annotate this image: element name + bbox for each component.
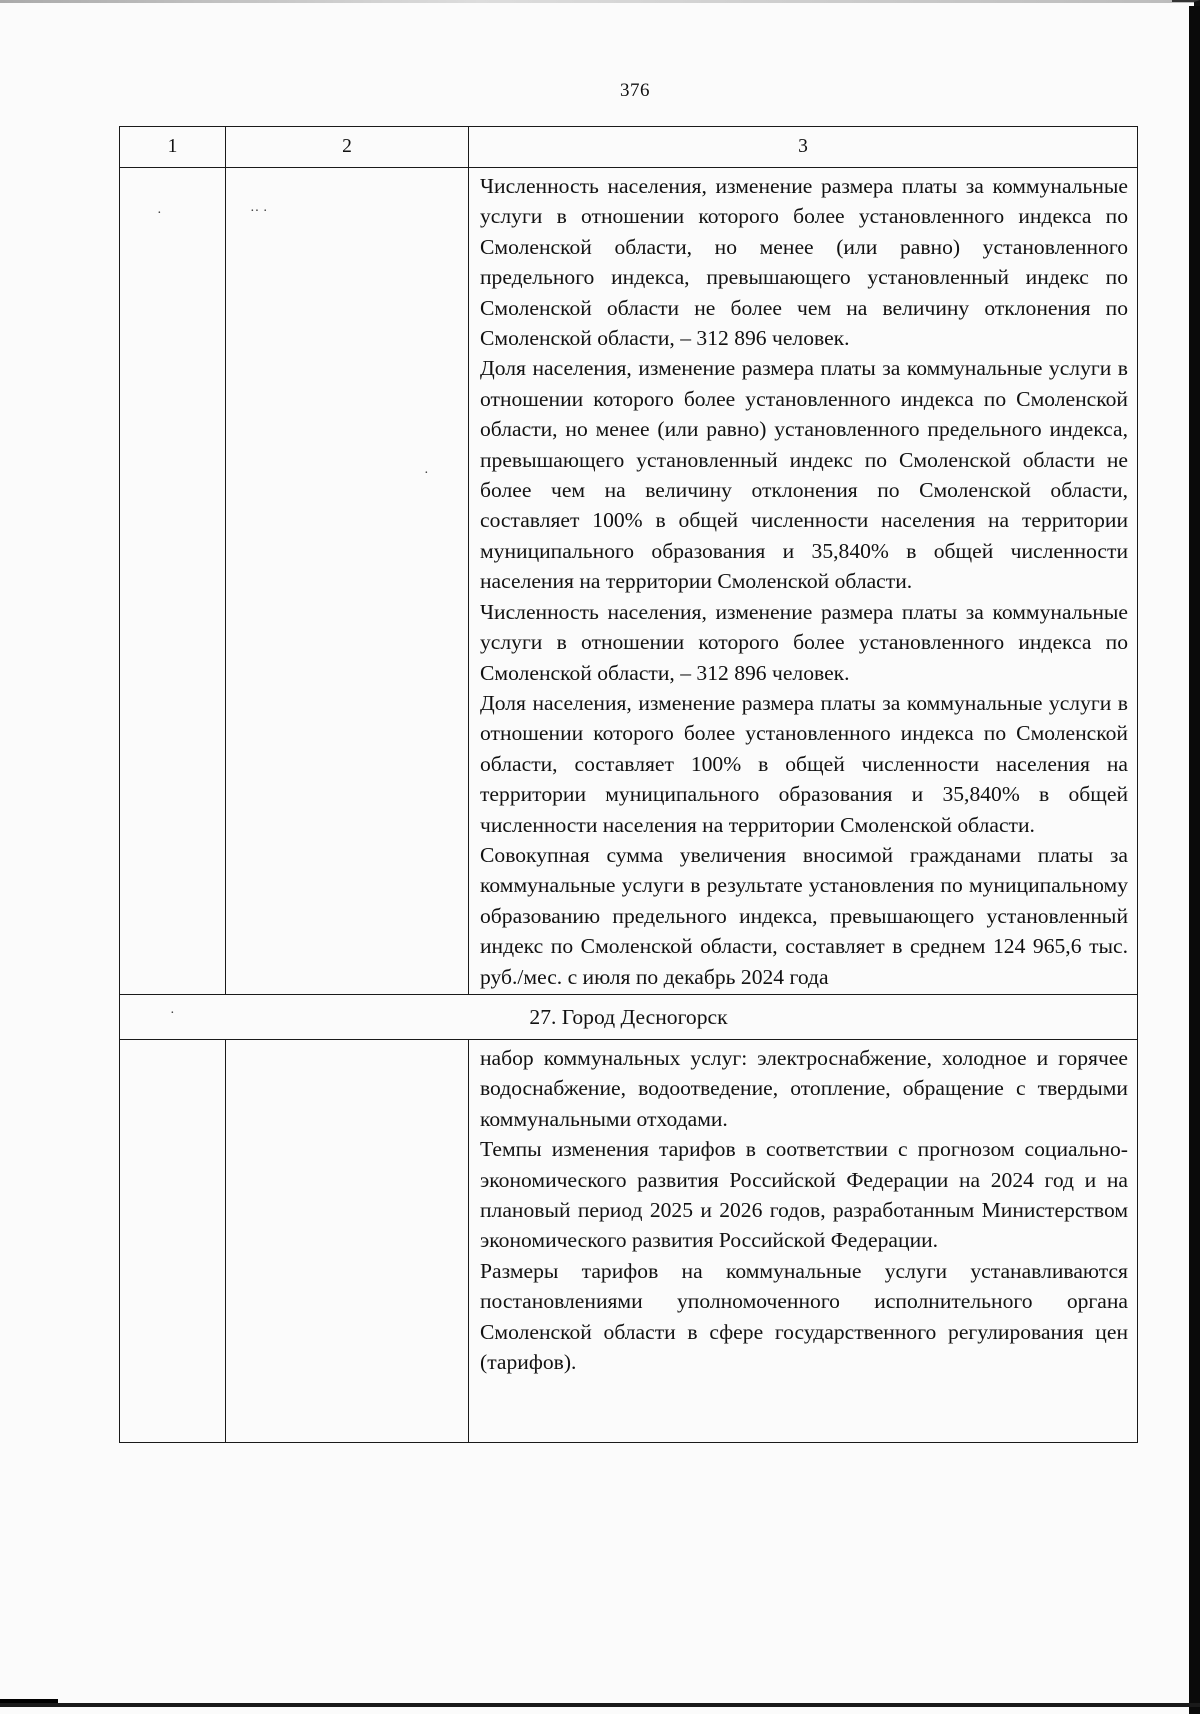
table-cell-col3 [469, 1039, 1138, 1442]
scan-speck: · [157, 206, 162, 221]
scan-speck: ·· · [250, 204, 268, 219]
column-header-1: 1 [120, 127, 226, 168]
table-header-row [120, 127, 1138, 168]
scan-bottom-edge [0, 1703, 1200, 1707]
table-cell-col3 [469, 168, 1138, 995]
table-row [120, 1039, 1138, 1442]
paragraph-total-increase: Совокупная сумма увеличения вносимой гражданами платы за коммунальные услуги в результате установления по муниципальному образованию предельного индекса, превышающего установленный индекс по Смоленской области, составляет в среднем 124 965,6 тыс. руб./мес. с июля по декабрь 2024 года [480, 842, 1128, 989]
paragraph-population-count-limit: Численность населения, изменение размера платы за коммунальные услуги в отношении которого более установленного индекса по Смоленской области, но менее (или равно) установленного предельного индекса, превышающего установленный индекс по Смоленской области не более чем на величину отклонения по Смоленской области, – 312 896 человек. [480, 174, 1128, 351]
column-header-2: 2 [226, 127, 469, 168]
table-cell-col2 [226, 168, 469, 995]
scan-speck: · [424, 466, 429, 481]
paragraph-tariff-regulation: Размеры тарифов на коммунальные услуги устанавливаются постановлениями уполномоченного исполнительного органа Смоленской области в сфере государственного регулирования цен (тарифов). [480, 1258, 1128, 1375]
table-cell-col1 [120, 168, 226, 995]
table-cell-col2 [226, 1039, 469, 1442]
paragraph-tariff-rates: Темпы изменения тарифов в соответствии с прогнозом социально-экономического развития Российской Федерации на 2024 год и на плановый период 2025 и 2026 годов, разработанным Министерством экономического развития Российской Федерации. [480, 1137, 1128, 1253]
paragraph-population-count: Численность населения, изменение размера платы за коммунальные услуги в отношении которого более установленного индекса по Смоленской области, – 312 896 человек. [480, 599, 1128, 685]
table-row [120, 168, 1138, 995]
section-title-row [120, 994, 1138, 1039]
column-header-3: 3 [469, 127, 1138, 168]
scan-speck: · [170, 1006, 175, 1021]
document-table [119, 126, 1138, 1443]
paragraph-services-set: набор коммунальных услуг: электроснабжение, холодное и горячее водоснабжение, водоотведение, отопление, обращение с твердыми коммунальными отходами. [480, 1045, 1128, 1131]
section-title: 27. Город Десногорск [120, 994, 1138, 1039]
paragraph-population-share-limit: Доля населения, изменение размера платы за коммунальные услуги в отношении которого более установленного индекса по Смоленской области, но менее (или равно) установленного предельного индекса, превышающего установленный индекс по Смоленской области не более чем на величину отклонения по Смоленской области, составляет 100% в общей численности населения на территории муниципального образования и 35,840% в общей численности населения на территории Смоленской области. [480, 356, 1128, 594]
scan-top-edge [0, 0, 1200, 3]
paragraph-population-share: Доля населения, изменение размера платы за коммунальные услуги в отношении которого более установленного индекса по Смоленской области, составляет 100% в общей численности населения на территории муниципального образования и 35,840% в общей численности населения на территории Смоленской области. [480, 690, 1128, 837]
table-cell-col1 [120, 1039, 226, 1442]
scan-right-edge [1189, 6, 1200, 1714]
page-number: 376 [620, 80, 650, 101]
